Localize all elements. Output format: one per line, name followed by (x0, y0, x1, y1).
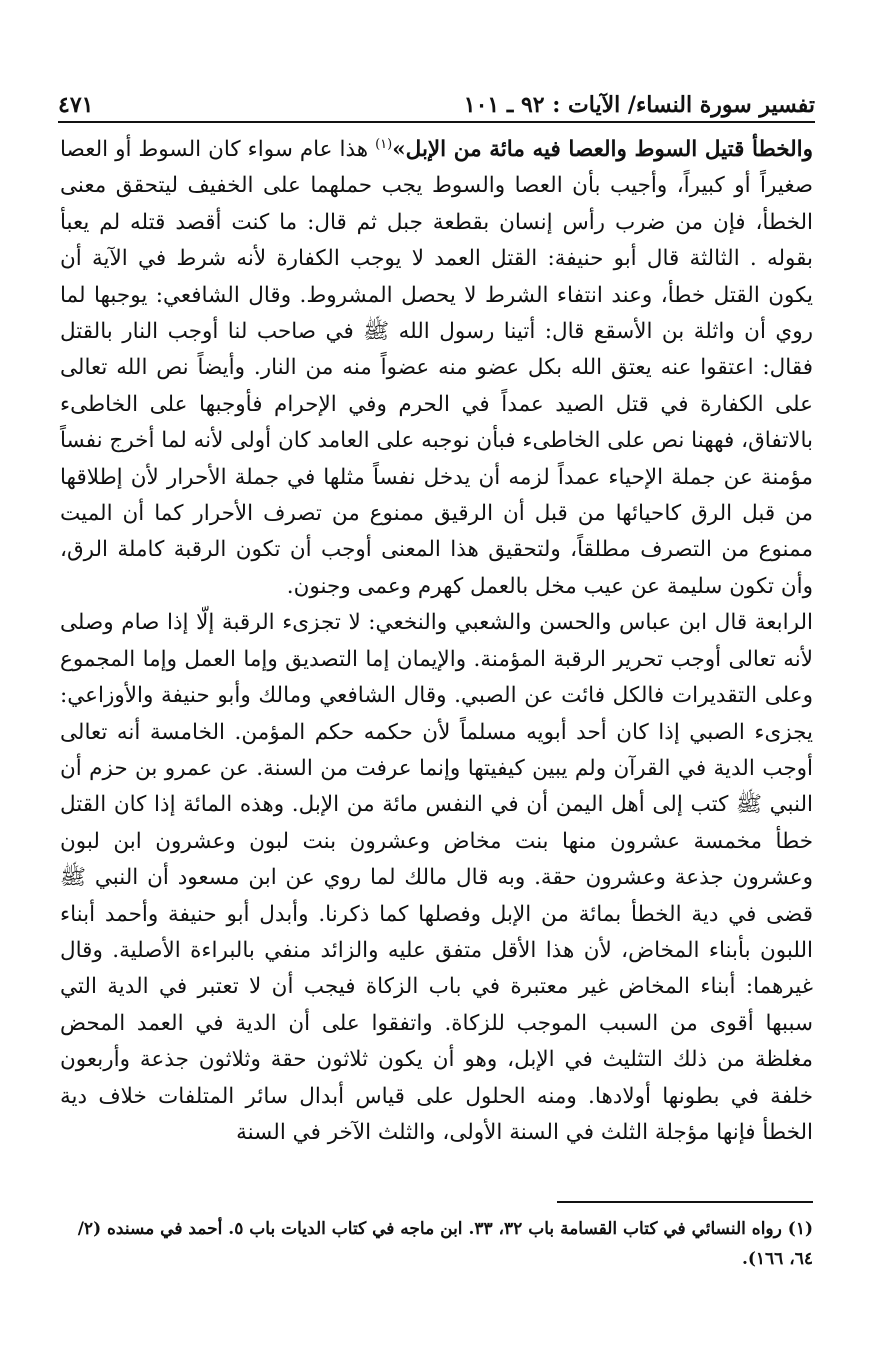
running-header (58, 78, 815, 118)
hadith-quote: والخطأ قتيل السوط والعصا فيه مائة من الإبل» (392, 137, 813, 162)
footnote-rule (557, 1201, 813, 1203)
header-rule (58, 121, 815, 123)
body-text (60, 132, 813, 1151)
paragraph-2: الرابعة قال ابن عباس والحسن والشعبي والنخعي: لا تجزىء الرقبة إلّا إذا صام وصلى لأنه تعالى أوجب تحرير الرقبة المؤمنة. والإيمان إما التصديق وإما العمل وإما المجموع وعلى التقديرات فالكل فائت عن الصبي. وقال الشافعي ومالك وأبو حنيفة والأوزاعي: يجزىء الصبي إذا كان أحد أبويه مسلماً لأن حكمه حكم المؤمن. الخامسة أنه تعالى أوجب الدية في القرآن ولم يبين كيفيتها وإنما عرفت من السنة. عن عمرو بن حزم أن النبي ﷺ كتب إلى أهل اليمن أن في النفس مائة من الإبل. وهذه المائة إذا كان القتل خطأ مخمسة عشرون منها بنت مخاض وعشرون بنت لبون وعشرون ابن لبون وعشرون جذعة وعشرون حقة. وبه قال مالك لما روي عن ابن مسعود أن النبي ﷺ قضى في دية الخطأ بمائة من الإبل وفصلها كما ذكرنا. وأبدل أبو حنيفة وأحمد أبناء اللبون بأبناء المخاض، لأن هذا الأقل متفق عليه والزائد منفي بالبراءة الأصلية. وقال غيرهما: أبناء المخاض غير معتبرة في باب الزكاة فيجب أن لا تعتبر في الدية التي سببها أقوى من السبب الموجب للزكاة. واتفقوا على أن الدية في العمد المحض مغلظة من ذلك التثليث في الإبل، وهو أن يكون ثلاثون حقة وثلاثون جذعة وأربعون خلفة في بطونها أولادها. ومنه الحلول على قياس أبدال سائر المتلفات خلاف دية الخطأ فإنها مؤجلة الثلث في السنة الأولى، والثلث الآخر في السنة (60, 610, 813, 1145)
paragraph-1-text: هذا عام سواء كان السوط أو العصا صغيراً أو كبيراً، وأجيب بأن العصا والسوط يجب حملهما على الخفيف ليتحقق معنى الخطأ، فإن من ضرب رأس إنسان بقطعة جبل ثم قال: ما كنت أقصد قتله لم يعبأ بقوله . الثالثة قال أبو حنيفة: القتل العمد لا يوجب الكفارة لأنه شرط في الآية أن يكون القتل خطأ، وعند انتفاء الشرط لا يحصل المشروط. وقال الشافعي: يوجبها لما روي أن واثلة بن الأسقع قال: أتينا رسول الله ﷺ في صاحب لنا أوجب النار بالقتل فقال: اعتقوا عنه يعتق الله بكل عضو منه عضواً منه من النار. وأيضاً نص الله تعالى على الكفارة في قتل الصيد عمداً في الحرم وفي الإحرام فأوجبها على الخاطىء بالاتفاق، فههنا نص على الخاطىء فبأن نوجبه على العامد كان أولى لأنه لما أخرج نفساً مؤمنة عن جملة الإحياء عمداً لزمه أن يدخل نفساً مثلها في جملة الأحرار لأن إطلاقها من قبل الرق كاحيائها من قبل أن الرقيق ممنوع من تصرف الأحرار كما أن الميت ممنوع من التصرف مطلقاً، ولتحقيق هذا المعنى أوجب أن تكون الرقبة كاملة الرق، وأن تكون سليمة عن عيب مخل بالعمل كهرم وعمى وجنون. (60, 137, 813, 599)
footnote-1: (١) رواه النسائي في كتاب القسامة باب ٣٢، ٣٣. ابن ماجه في كتاب الديات باب ٥. أحمد في مسنده (٢/ ٦٤، ١٦٦). (77, 1219, 813, 1269)
header-title: تفسير سورة النساء/ الآيات : ٩٢ ـ ١٠١ (463, 92, 815, 118)
page-number: ٤٧١ (58, 92, 94, 118)
paragraph-1 (60, 132, 813, 605)
footnote-reference: (١) (375, 136, 393, 152)
footnotes (60, 1214, 813, 1274)
